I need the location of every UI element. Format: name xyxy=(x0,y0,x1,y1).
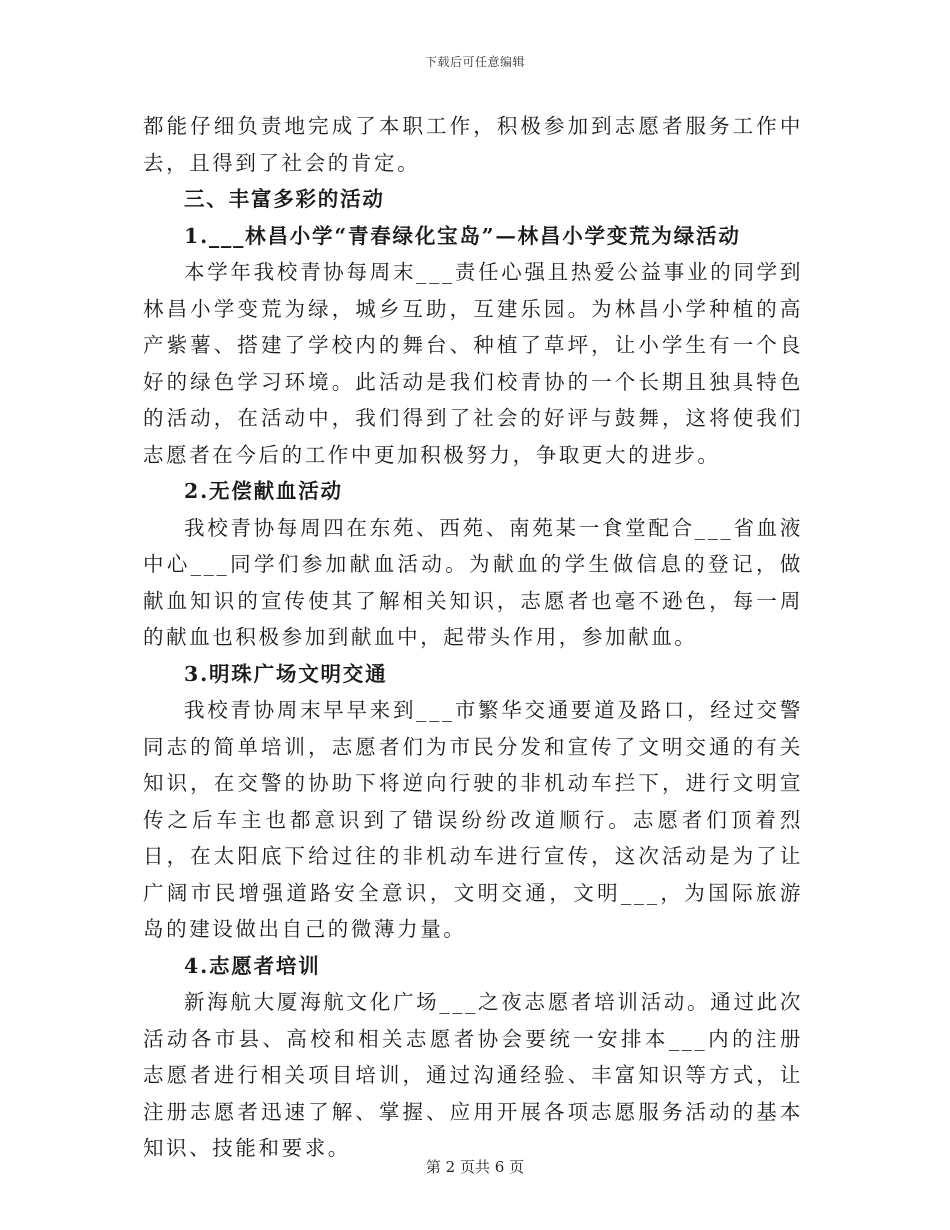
paragraph-continuation: 都能仔细负责地完成了本职工作，积极参加到志愿者服务工作中去，且得到了社会的肯定。 xyxy=(143,114,803,175)
page-footer: 第 2 页共 6 页 xyxy=(425,1158,525,1176)
subsection-heading-4: 4.志愿者培训 xyxy=(184,953,321,978)
subsection-heading-2: 2.无偿献血活动 xyxy=(184,479,343,503)
subsection-heading-3: 3.明珠广场文明交通 xyxy=(184,661,388,686)
paragraph-body-4: 新海航大厦海航文化广场___之夜志愿者培训活动。通过此次活动各市县、高校和相关志愿者协会要统一安排本___内的注册志愿者进行相关项目培训，通过沟通经验、丰富知识等方式，让注册志愿者迅速了解、掌握、应用开展各项志愿服务活动的基本知识、技能和要求。 xyxy=(143,990,803,1160)
paragraph-body-1: 本学年我校青协每周末___责任心强且热爱公益事业的同学到林昌小学变荒为绿，城乡互助，互建乐园。为林昌小学种植的高产紫薯、搭建了学校内的舞台、种植了草坪，让小学生有一个良好的绿色学习环境。此活动是我们校青协的一个长期且独具特色的活动，在活动中，我们得到了社会的好评与鼓舞，这将使我们志愿者在今后的工作中更加积极努力，争取更大的进步。 xyxy=(143,260,803,467)
paragraph-body-2: 我校青协每周四在东苑、西苑、南苑某一食堂配合___省血液中心___同学们参加献血活动。为献血的学生做信息的登记，做献血知识的宣传使其了解相关知识，志愿者也毫不逊色，每一周的献血也积极参加到献血中，起带头作用，参加献血。 xyxy=(143,515,803,649)
document-body xyxy=(143,108,803,1167)
paragraph-body-3: 我校青协周末早早来到___市繁华交通要道及路口，经过交警同志的简单培训，志愿者们为市民分发和宣传了文明交通的有关知识，在交警的协助下将逆向行驶的非机动车拦下，进行文明宣传之后车主也都意识到了错误纷纷改道顺行。志愿者们顶着烈日，在太阳底下给过往的非机动车进行宣传，这次活动是为了让广阔市民增强道路安全意识，文明交通，文明___，为国际旅游岛的建设做出自己的微薄力量。 xyxy=(143,698,803,941)
section-heading: 三、丰富多彩的活动 xyxy=(184,187,385,211)
page-header: 下载后可任意编辑 xyxy=(424,55,525,69)
subsection-heading-1: 1.___林昌小学“青春绿化宝岛”—林昌小学变荒为绿活动 xyxy=(184,223,741,248)
